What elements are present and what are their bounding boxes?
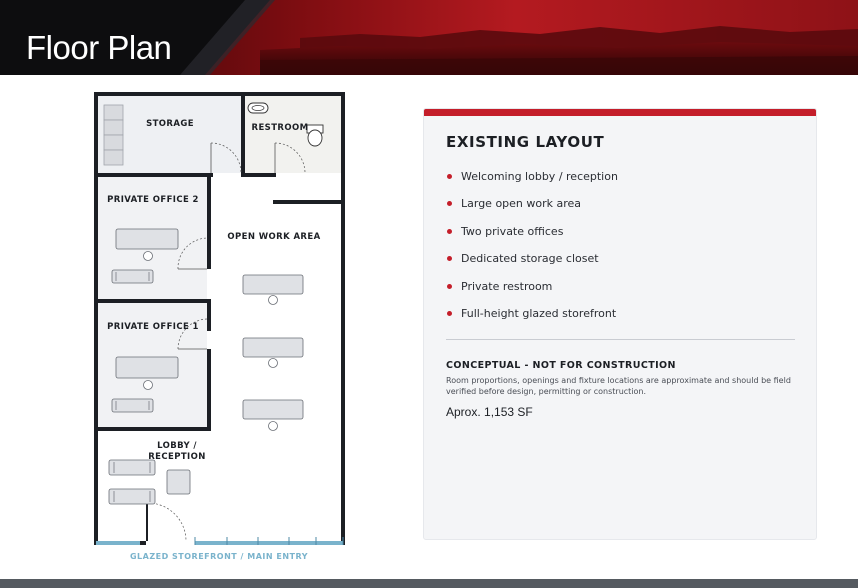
feature-item — [446, 225, 618, 252]
room-label-lobby-line2: RECEPTION — [148, 452, 206, 462]
feature-item — [446, 307, 618, 334]
feature-text: Dedicated storage closet — [461, 252, 599, 266]
storefront-entry-label: GLAZED STOREFRONT / MAIN ENTRY — [129, 552, 308, 561]
feature-item — [446, 197, 618, 224]
card-divider — [446, 339, 795, 340]
feature-text: Large open work area — [461, 197, 582, 211]
room-label-restroom: RESTROOM — [251, 123, 309, 133]
header-banner — [0, 0, 858, 75]
existing-layout-card — [423, 108, 817, 540]
bullet-icon — [447, 256, 452, 261]
card-title: EXISTING LAYOUT — [446, 133, 605, 151]
feature-text: Welcoming lobby / reception — [461, 170, 618, 183]
bullet-icon — [447, 229, 452, 234]
room-label-private-office-1: PRIVATE OFFICE 1 — [107, 322, 199, 332]
feature-item — [446, 170, 618, 197]
feature-item — [446, 252, 618, 279]
square-footage: Aprox. 1,153 SF — [446, 405, 533, 419]
bullet-icon — [447, 201, 452, 206]
room-label-lobby-line1: LOBBY / — [157, 441, 197, 451]
page-title: Floor Plan — [26, 29, 172, 66]
feature-list — [446, 170, 618, 334]
room-label-storage: STORAGE — [146, 119, 194, 129]
card-accent-bar — [424, 109, 816, 116]
disclaimer-title: CONCEPTUAL - NOT FOR CONSTRUCTION — [446, 360, 676, 371]
bullet-icon — [447, 174, 452, 179]
room-label-open-work-area: OPEN WORK AREA — [227, 232, 321, 242]
feature-text: Two private offices — [461, 224, 564, 238]
footer-bar — [0, 579, 858, 588]
feature-text: Full-height glazed storefront — [461, 306, 617, 320]
storage-shelving — [104, 105, 123, 165]
bullet-icon — [447, 284, 452, 289]
feature-text: Private restroom — [461, 279, 553, 293]
disclaimer-text: Room proportions, openings and fixture locations are approximate and should be field verified before design, permitting or construction. — [446, 376, 791, 396]
bullet-icon — [447, 311, 452, 316]
feature-item — [446, 280, 618, 307]
floor-plan-drawing — [90, 88, 350, 568]
room-label-private-office-2: PRIVATE OFFICE 2 — [107, 195, 199, 205]
sink-icon — [248, 103, 268, 113]
